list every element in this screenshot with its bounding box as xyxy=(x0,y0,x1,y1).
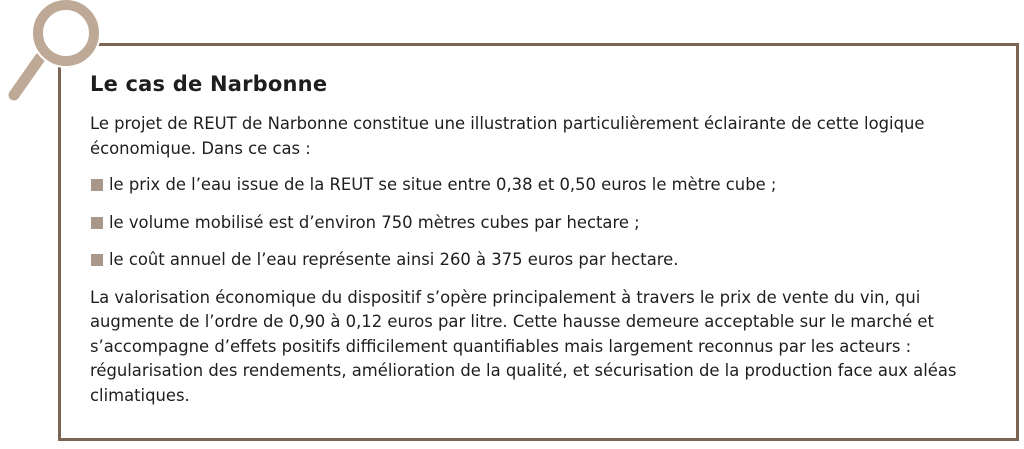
case-study-content xyxy=(90,70,995,408)
list-item xyxy=(90,173,995,198)
list-item xyxy=(90,248,995,273)
intro-paragraph: Le projet de REUT de Narbonne constitue une illustration particulièrement éclairante de cette logique économique. Dans ce cas : xyxy=(90,114,925,158)
list-item-text: le coût annuel de l’eau représente ainsi 260 à 375 euros par hectare. xyxy=(109,250,679,269)
box-title: Le cas de Narbonne xyxy=(90,72,328,96)
conclusion-paragraph: La valorisation économique du dispositif s’opère principalement à travers le prix de vente du vin, qui augmente de l’ordre de 0,90 à 0,12 euros par litre. Cette hausse demeure acceptable sur le marché et s’accompagne d’effets positifs difficilement quantifiables mais largement reconnus par les acteurs : régularisation des rendements, amélioration de la qualité, et sécurisation de la production face aux aléas climatiques. xyxy=(90,287,957,405)
bullet-list xyxy=(90,173,995,273)
list-item xyxy=(90,211,995,236)
square-bullet-icon xyxy=(91,254,103,266)
square-bullet-icon xyxy=(91,179,103,191)
list-item-text: le prix de l’eau issue de la REUT se situe entre 0,38 et 0,50 euros le mètre cube ; xyxy=(109,175,777,194)
square-bullet-icon xyxy=(91,217,103,229)
list-item-text: le volume mobilisé est d’environ 750 mètres cubes par hectare ; xyxy=(109,212,640,232)
